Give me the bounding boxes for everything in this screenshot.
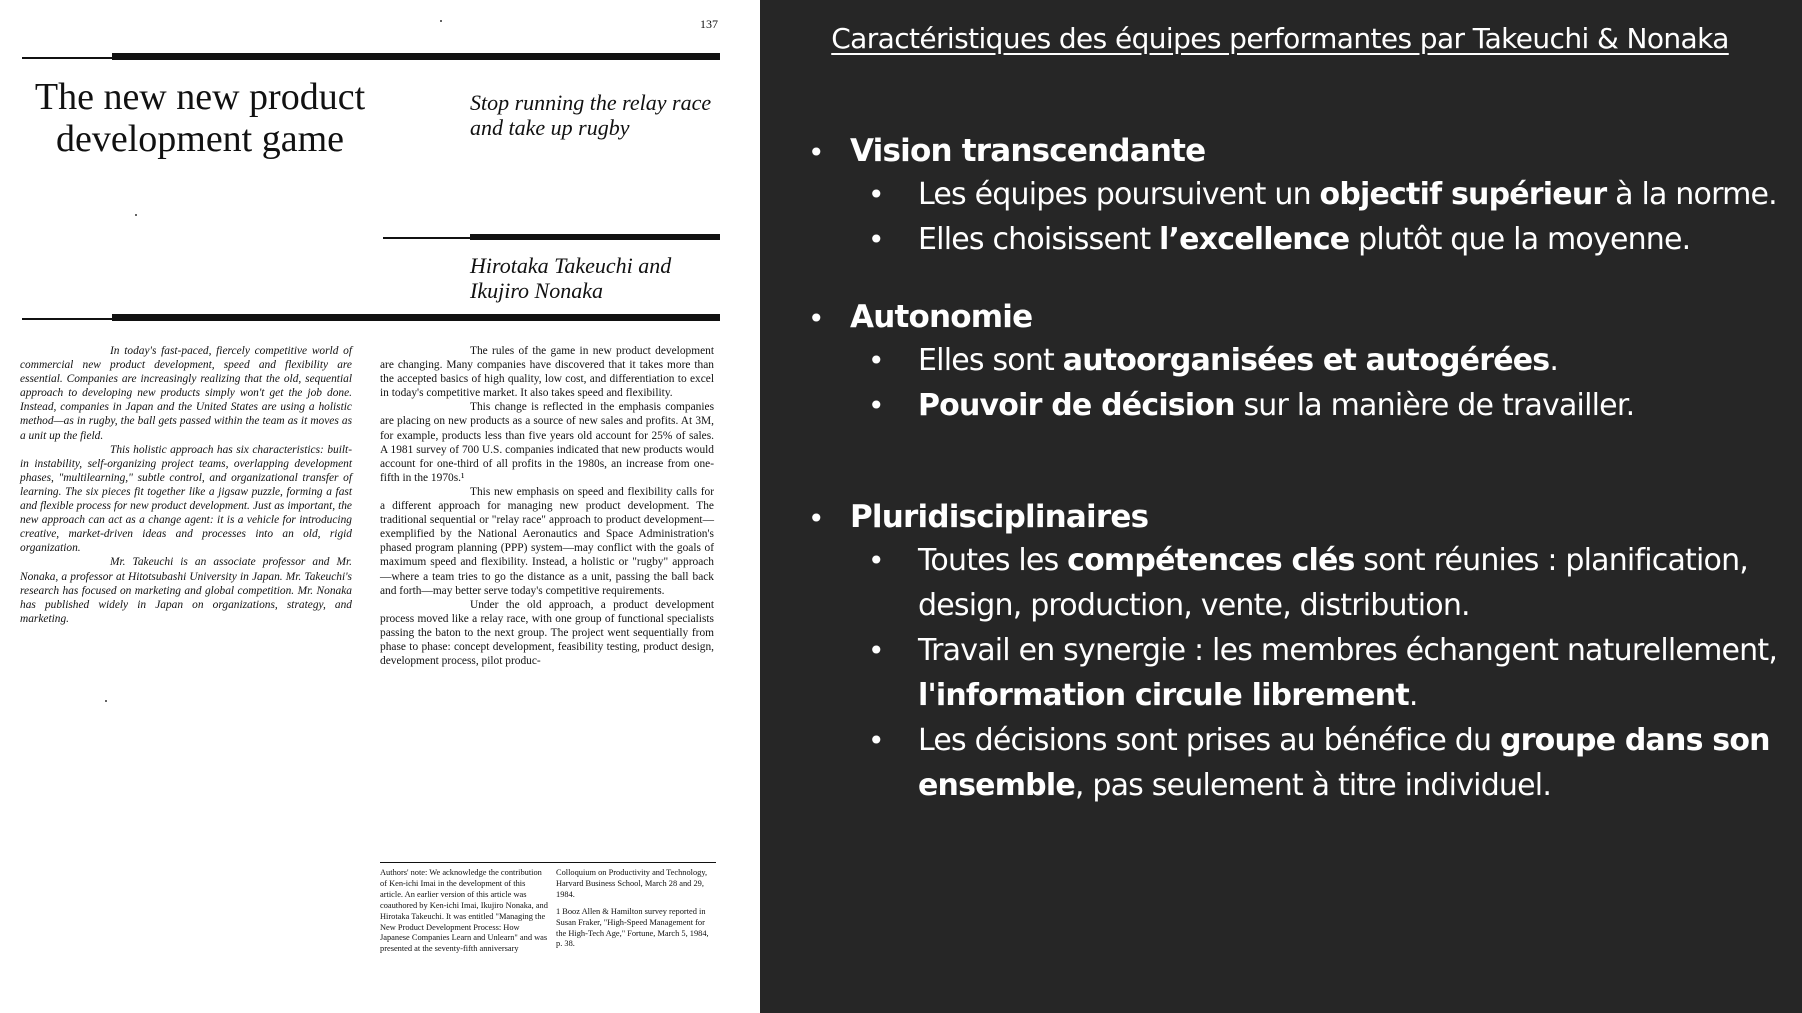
footnote-rule xyxy=(380,862,716,863)
author-rule-thick xyxy=(470,234,720,240)
bullet-list xyxy=(808,130,1788,829)
article-page xyxy=(0,0,760,1013)
body-column xyxy=(380,344,714,668)
scan-speck xyxy=(440,20,442,22)
body-paragraph: The rules of the game in new product development are changing. Many companies have discovered that it takes more than the accepted basics of high quality, low cost, and differentiation to excel in today's competitive market. It also takes speed and flexibility. xyxy=(380,345,714,400)
bullet-text: Elles choisissent xyxy=(918,222,1160,257)
sub-bullet xyxy=(850,217,1788,262)
section-pluridisciplinaires xyxy=(808,496,1788,808)
sub-bullet xyxy=(850,338,1788,383)
article-title: The new new product development game xyxy=(34,76,366,160)
bullet-bold-text: autoorganisées et autogérées xyxy=(1062,343,1550,378)
bullet-dot-icon: • xyxy=(868,634,884,667)
author-bio: Mr. Takeuchi is an associate professor and Mr. Nonaka, a professor at Hitotsubashi University in Japan. Mr. Takeuchi's research has focused on marketing and global competition. Mr. Nonaka has published widely in Japan on organizations, strategy, and marketing. xyxy=(20,556,352,625)
footnote-text: Colloquium on Productivity and Technology, Harvard Business School, March 28 and 29, 1984. xyxy=(556,868,708,899)
section-vision xyxy=(808,130,1788,262)
bullet-text: à la norme. xyxy=(1606,177,1777,212)
sub-bullet xyxy=(850,718,1788,808)
bullet-dot-icon: • xyxy=(808,302,825,335)
top-rule-thick xyxy=(112,53,720,60)
bullet-text: . xyxy=(1549,343,1559,378)
footnote-text: Authors' note: We acknowledge the contribution of Ken-ichi Imai in the development of this article. An earlier version of this article was coauthored by Ken-ichi Imai, Ikujiro Nonaka, and Hirotaka Takeuchi. It was entitled "Managing the New Product Development Process: How Japanese Companies Learn and Unlearn" and was presented at the seventy-fifth anniversary xyxy=(380,868,548,954)
sub-bullet xyxy=(850,383,1788,428)
intro-column xyxy=(20,344,352,626)
bullet-bold-text: l’excellence xyxy=(1159,222,1350,257)
footnote-text: 1 Booz Allen & Hamilton survey reported in Susan Fraker, "High-Speed Management for the High-Tech Age," Fortune, March 5, 1984, p. 38. xyxy=(556,906,709,949)
bullet-text: . xyxy=(1408,678,1418,713)
bullet-text: Travail en synergie : les membres échangent naturellement, xyxy=(918,633,1778,668)
body-paragraph: This new emphasis on speed and flexibility calls for a different approach for managing new product development. The traditional sequential or "relay race" approach to product development—exemplified by the National Aeronautics and Space Administration's phased program planning (PPP) system—may conflict with the goals of maximum speed and flexibility. Instead, a holistic or "rugby" approach—where a team tries to go the distance as a unit, passing the ball back and forth—may better serve today's competitive requirements. xyxy=(380,485,714,597)
bullet-text: Toutes les xyxy=(918,543,1068,578)
bullet-dot-icon: • xyxy=(868,724,884,757)
bullet-text: , pas seulement à titre individuel. xyxy=(1074,768,1552,803)
scan-speck xyxy=(135,214,137,216)
body-paragraph: Under the old approach, a product development process moved like a relay race, with one group of functional specialists passing the baton to the next group. The project went sequentially from phase to phase: concept development, feasibility testing, product design, development process, pilot produc- xyxy=(380,598,714,668)
footnote-references xyxy=(556,868,716,956)
body-paragraph: This change is reflected in the emphasis companies are placing on new products as a source of new sales and profits. At 3M, for example, products less than five years old account for 25% of sales. A 1981 survey of 700 U.S. companies indicated that new products would account for one-third of all profits in the 1980s, an increase from one-fifth in the 1970s.¹ xyxy=(380,401,714,484)
bullet-dot-icon: • xyxy=(868,389,884,422)
bullet-bold-text: compétences clés xyxy=(1067,543,1355,578)
sub-bullet xyxy=(850,628,1788,718)
bullet-dot-icon: • xyxy=(868,178,884,211)
intro-paragraph: In today's fast-paced, fiercely competitive world of commercial new product development, speed and flexibility are essential. Companies are increasingly realizing that the old, sequential approach to developing new products simply won't get the job done. Instead, companies in Japan and the United States are using a holistic method—as in rugby, the ball gets passed within the team as it moves as a unit up the field. xyxy=(20,345,352,442)
bullet-text: Les décisions sont prises au bénéfice du xyxy=(918,723,1500,758)
intro-paragraph: This holistic approach has six characteristics: built-in instability, self-organizing project teams, overlapping development phases, "multilearning," subtle control, and organizational transfer of learning. The six pieces fit together like a jigsaw puzzle, forming a fast and flexible process for new product development. Just as important, the new approach can act as a change agent: it is a vehicle for introducing creative, market-driven ideas and processes into an old, rigid organization. xyxy=(20,443,352,555)
sub-bullet xyxy=(850,538,1788,628)
bullet-bold-text: l'information circule librement xyxy=(918,678,1409,713)
article-authors: Hirotaka Takeuchi and Ikujiro Nonaka xyxy=(470,253,672,303)
bullet-text: sur la manière de travailler. xyxy=(1234,388,1635,423)
section-heading: Autonomie xyxy=(850,299,1033,335)
scan-speck xyxy=(105,700,107,702)
bullet-dot-icon: • xyxy=(808,136,825,169)
section-heading: Pluridisciplinaires xyxy=(850,499,1149,535)
sub-bullet xyxy=(850,172,1788,217)
bullet-dot-icon: • xyxy=(868,544,884,577)
bullet-text: Elles sont xyxy=(918,343,1063,378)
bullet-text: plutôt que la moyenne. xyxy=(1349,222,1691,257)
section-heading: Vision transcendante xyxy=(850,133,1206,169)
bullet-dot-icon: • xyxy=(808,502,825,535)
slide-panel xyxy=(760,0,1802,1013)
bullet-dot-icon: • xyxy=(868,344,884,377)
bullet-text: sont réunies : planification, design, production, vente, distribution. xyxy=(918,543,1749,623)
bullet-dot-icon: • xyxy=(868,223,884,256)
slide-title: Caractéristiques des équipes performantes par Takeuchi & Nonaka xyxy=(831,22,1729,55)
article-subtitle: Stop running the relay race and take up rugby xyxy=(470,90,712,140)
bullet-bold-text: groupe dans son ensemble xyxy=(918,723,1770,803)
page-number: 137 xyxy=(700,17,718,31)
footnote-authors-note xyxy=(380,868,550,961)
bullet-bold-text: objectif supérieur xyxy=(1319,177,1607,212)
bullet-bold-text: Pouvoir de décision xyxy=(918,388,1235,423)
bullet-text: Les équipes poursuivent un xyxy=(918,177,1320,212)
section-autonomie xyxy=(808,296,1788,428)
header-rule-thick xyxy=(112,314,720,321)
